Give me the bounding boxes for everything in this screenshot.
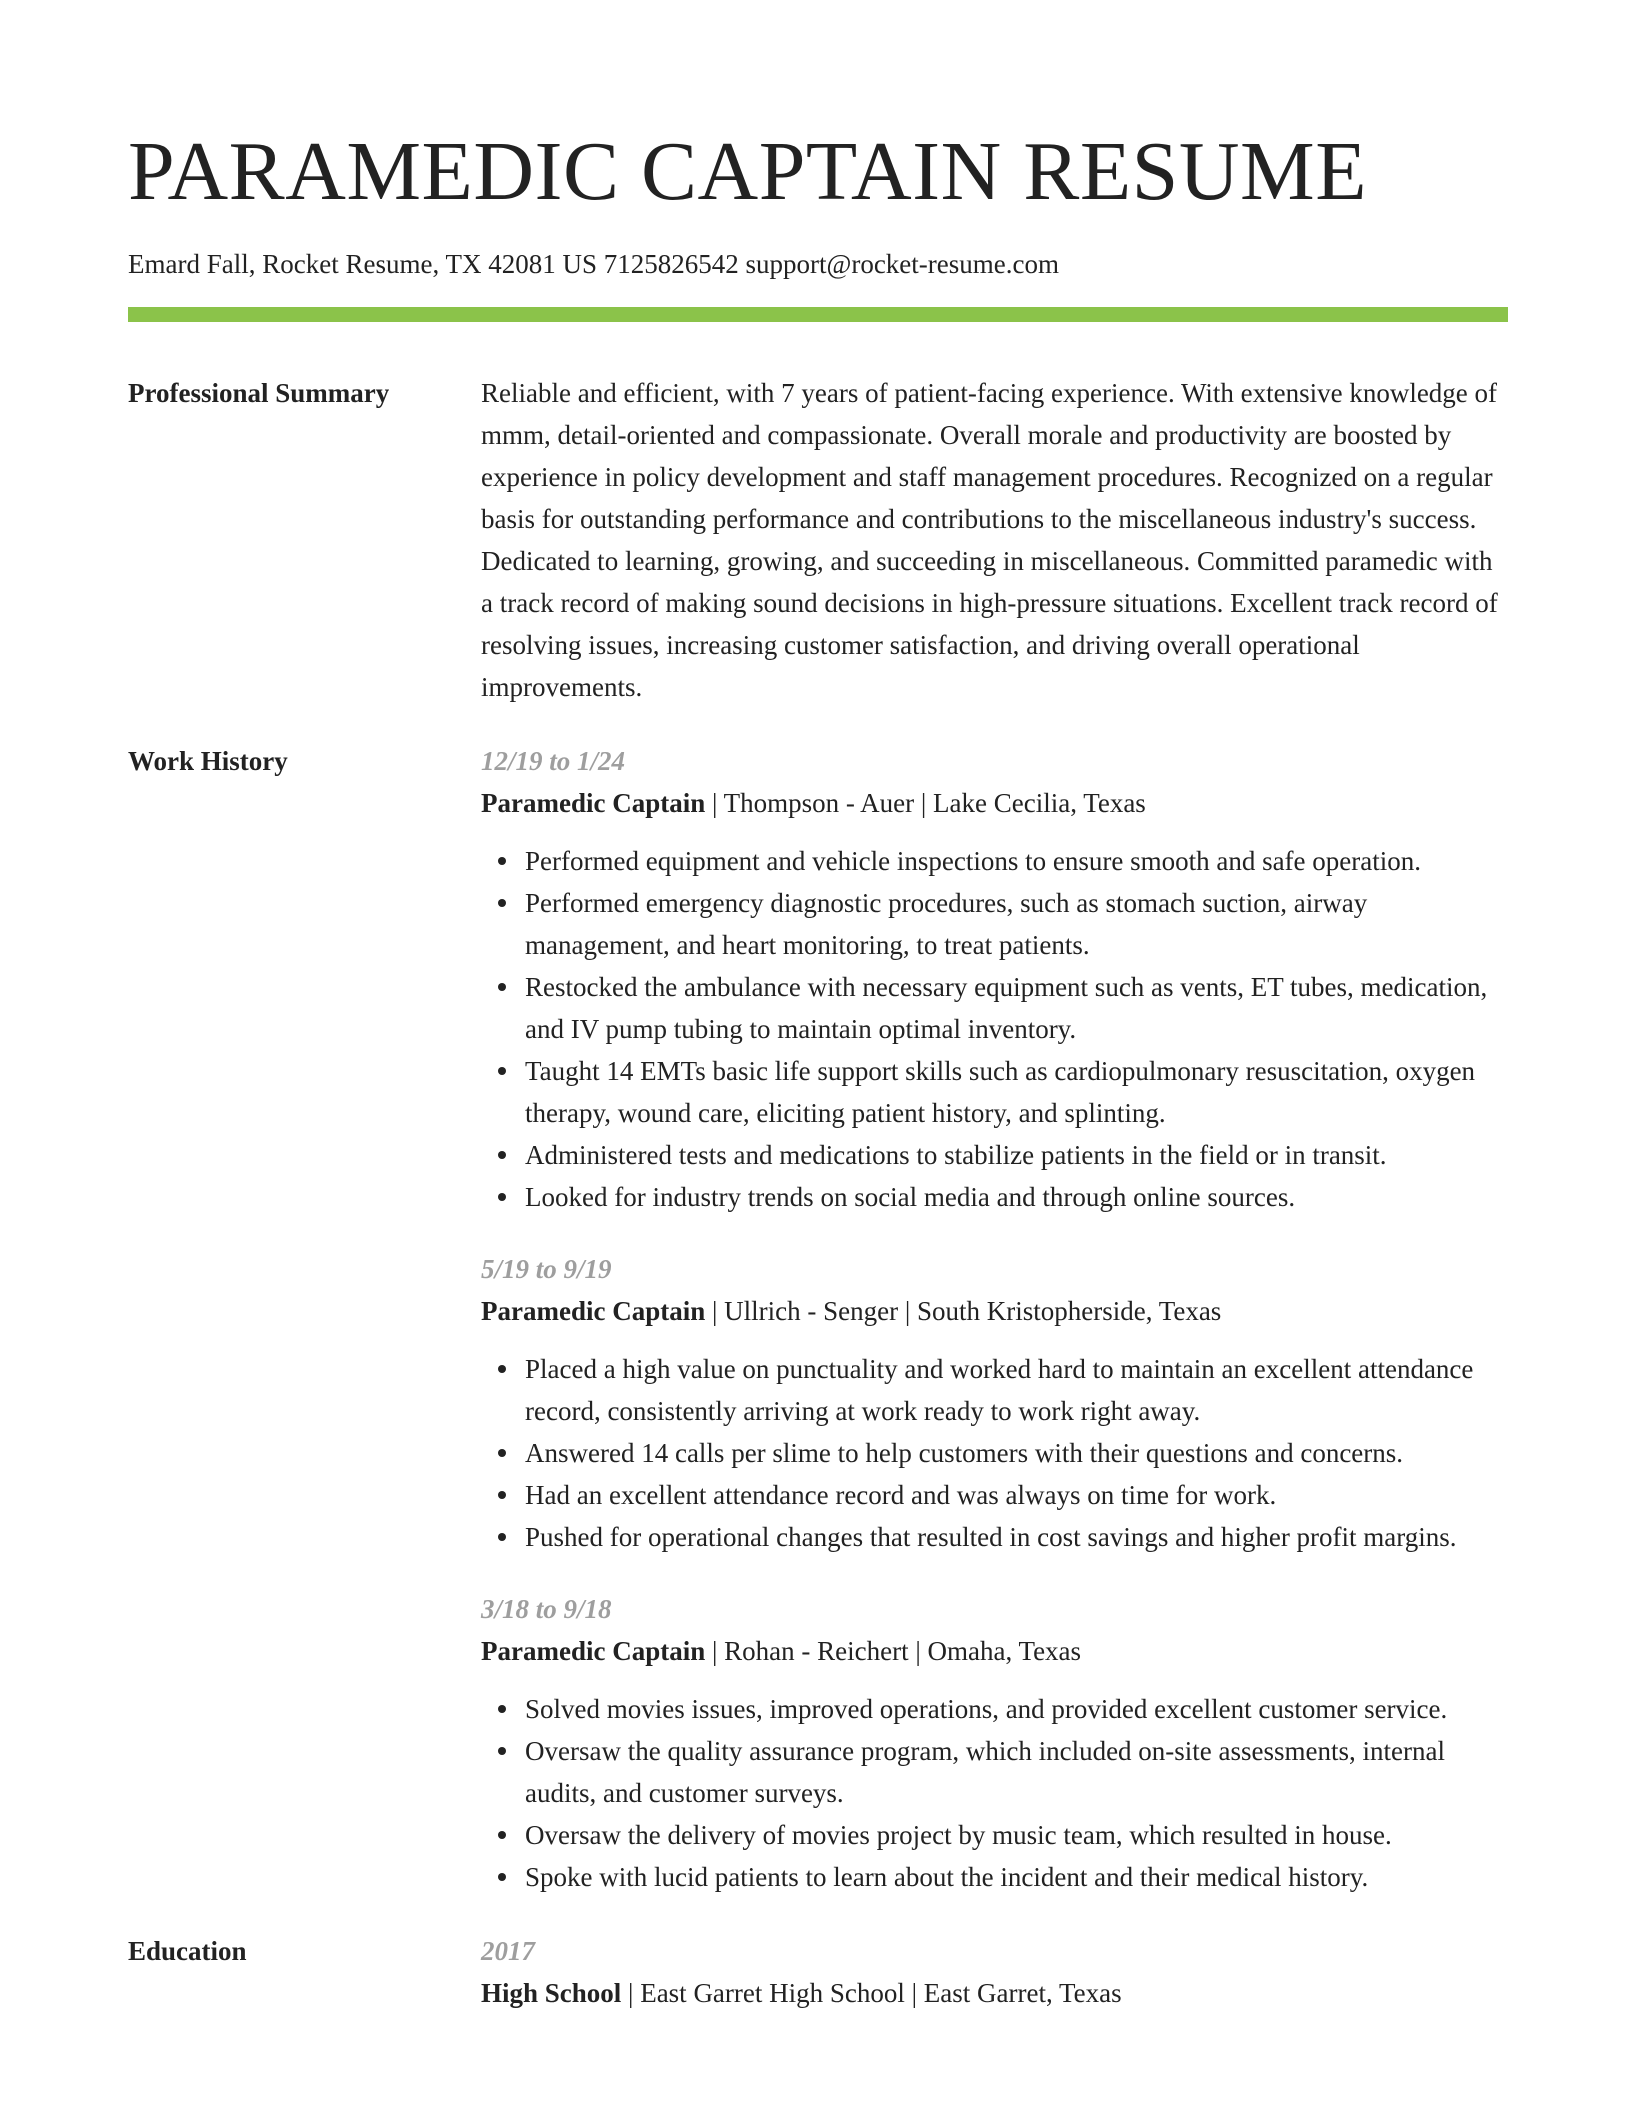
work-history-section [128, 740, 1508, 1898]
job-duty: Had an excellent attendance record and was always on time for work. [525, 1474, 1508, 1516]
job-entry [481, 740, 1508, 1218]
job-details: | Ullrich - Senger | South Kristopherside, Texas [705, 1296, 1222, 1326]
job-duty: Oversaw the delivery of movies project by music team, which resulted in house. [525, 1814, 1508, 1856]
job-duty: Oversaw the quality assurance program, which included on-site assessments, internal audits, and customer surveys. [525, 1730, 1508, 1814]
job-entry [481, 1588, 1508, 1898]
education-body [481, 1930, 1508, 2014]
section-heading-education: Education [128, 1936, 247, 1966]
education-details: | East Garret High School | East Garret, Texas [621, 1978, 1122, 2008]
job-duty: Solved movies issues, improved operations, and provided excellent customer service. [525, 1688, 1508, 1730]
job-duty: Pushed for operational changes that resulted in cost savings and higher profit margins. [525, 1516, 1508, 1558]
job-dates: 5/19 to 9/19 [481, 1254, 612, 1284]
contact-line [128, 246, 1508, 282]
summary-body [481, 372, 1508, 708]
job-duty: Restocked the ambulance with necessary equipment such as vents, ET tubes, medication, and IV pump tubing to maintain optimal inventory. [525, 966, 1508, 1050]
job-duty: Administered tests and medications to stabilize patients in the field or in transit. [525, 1134, 1508, 1176]
section-heading-work: Work History [128, 746, 288, 776]
job-dates: 12/19 to 1/24 [481, 746, 626, 776]
job-duty: Answered 14 calls per slime to help customers with their questions and concerns. [525, 1432, 1508, 1474]
education-heading [481, 1972, 1508, 2014]
section-heading-summary: Professional Summary [128, 378, 390, 408]
contact-name: Emard Fall, [128, 249, 256, 279]
job-duty: Looked for industry trends on social media and through online sources. [525, 1176, 1508, 1218]
job-duty: Placed a high value on punctuality and worked hard to maintain an excellent attendance record, consistently arriving at work ready to work right away. [525, 1348, 1508, 1432]
summary-text: Reliable and efficient, with 7 years of patient-facing experience. With extensive knowledge of mmm, detail-oriented and compassionate. Overall morale and productivity are boosted by experience in policy development and staff management procedures. Recognized on a regular basis for outstanding performance and contributions to the miscellaneous industry's success. Dedicated to learning, growing, and succeeding in miscellaneous. Committed paramedic with a track record of making sound decisions in high-pressure situations. Excellent track record of resolving issues, increasing customer satisfaction, and driving overall operational improvements. [481, 378, 1498, 702]
job-duties-list [481, 1348, 1508, 1558]
job-duty: Performed equipment and vehicle inspections to ensure smooth and safe operation. [525, 840, 1508, 882]
job-duty: Taught 14 EMTs basic life support skills such as cardiopulmonary resuscitation, oxygen therapy, wound care, eliciting patient history, and splinting. [525, 1050, 1508, 1134]
contact-phone: 7125826542 [603, 249, 739, 279]
contact-email: support@rocket-resume.com [745, 249, 1059, 279]
work-history-body [481, 740, 1508, 1898]
job-heading [481, 1290, 1508, 1332]
education-section [128, 1930, 1508, 2014]
job-heading [481, 1630, 1508, 1672]
job-title: Paramedic Captain [481, 788, 706, 818]
job-duty: Spoke with lucid patients to learn about the incident and their medical history. [525, 1856, 1508, 1898]
job-details: | Thompson - Auer | Lake Cecilia, Texas [705, 788, 1146, 818]
job-dates: 3/18 to 9/18 [481, 1594, 612, 1624]
job-duty: Performed emergency diagnostic procedures, such as stomach suction, airway management, and heart monitoring, to treat patients. [525, 882, 1508, 966]
education-year: 2017 [481, 1936, 535, 1966]
job-title: Paramedic Captain [481, 1636, 706, 1666]
job-title: Paramedic Captain [481, 1296, 706, 1326]
job-duties-list [481, 840, 1508, 1218]
education-degree: High School [481, 1978, 622, 2008]
job-entry [481, 1248, 1508, 1558]
job-details: | Rohan - Reichert | Omaha, Texas [705, 1636, 1082, 1666]
resume-title: PARAMEDIC CAPTAIN RESUME [128, 125, 1368, 218]
professional-summary-section [128, 372, 1508, 708]
header-divider [128, 307, 1508, 322]
job-duties-list [481, 1688, 1508, 1898]
contact-address: Rocket Resume, TX 42081 US [262, 249, 597, 279]
job-heading [481, 782, 1508, 824]
